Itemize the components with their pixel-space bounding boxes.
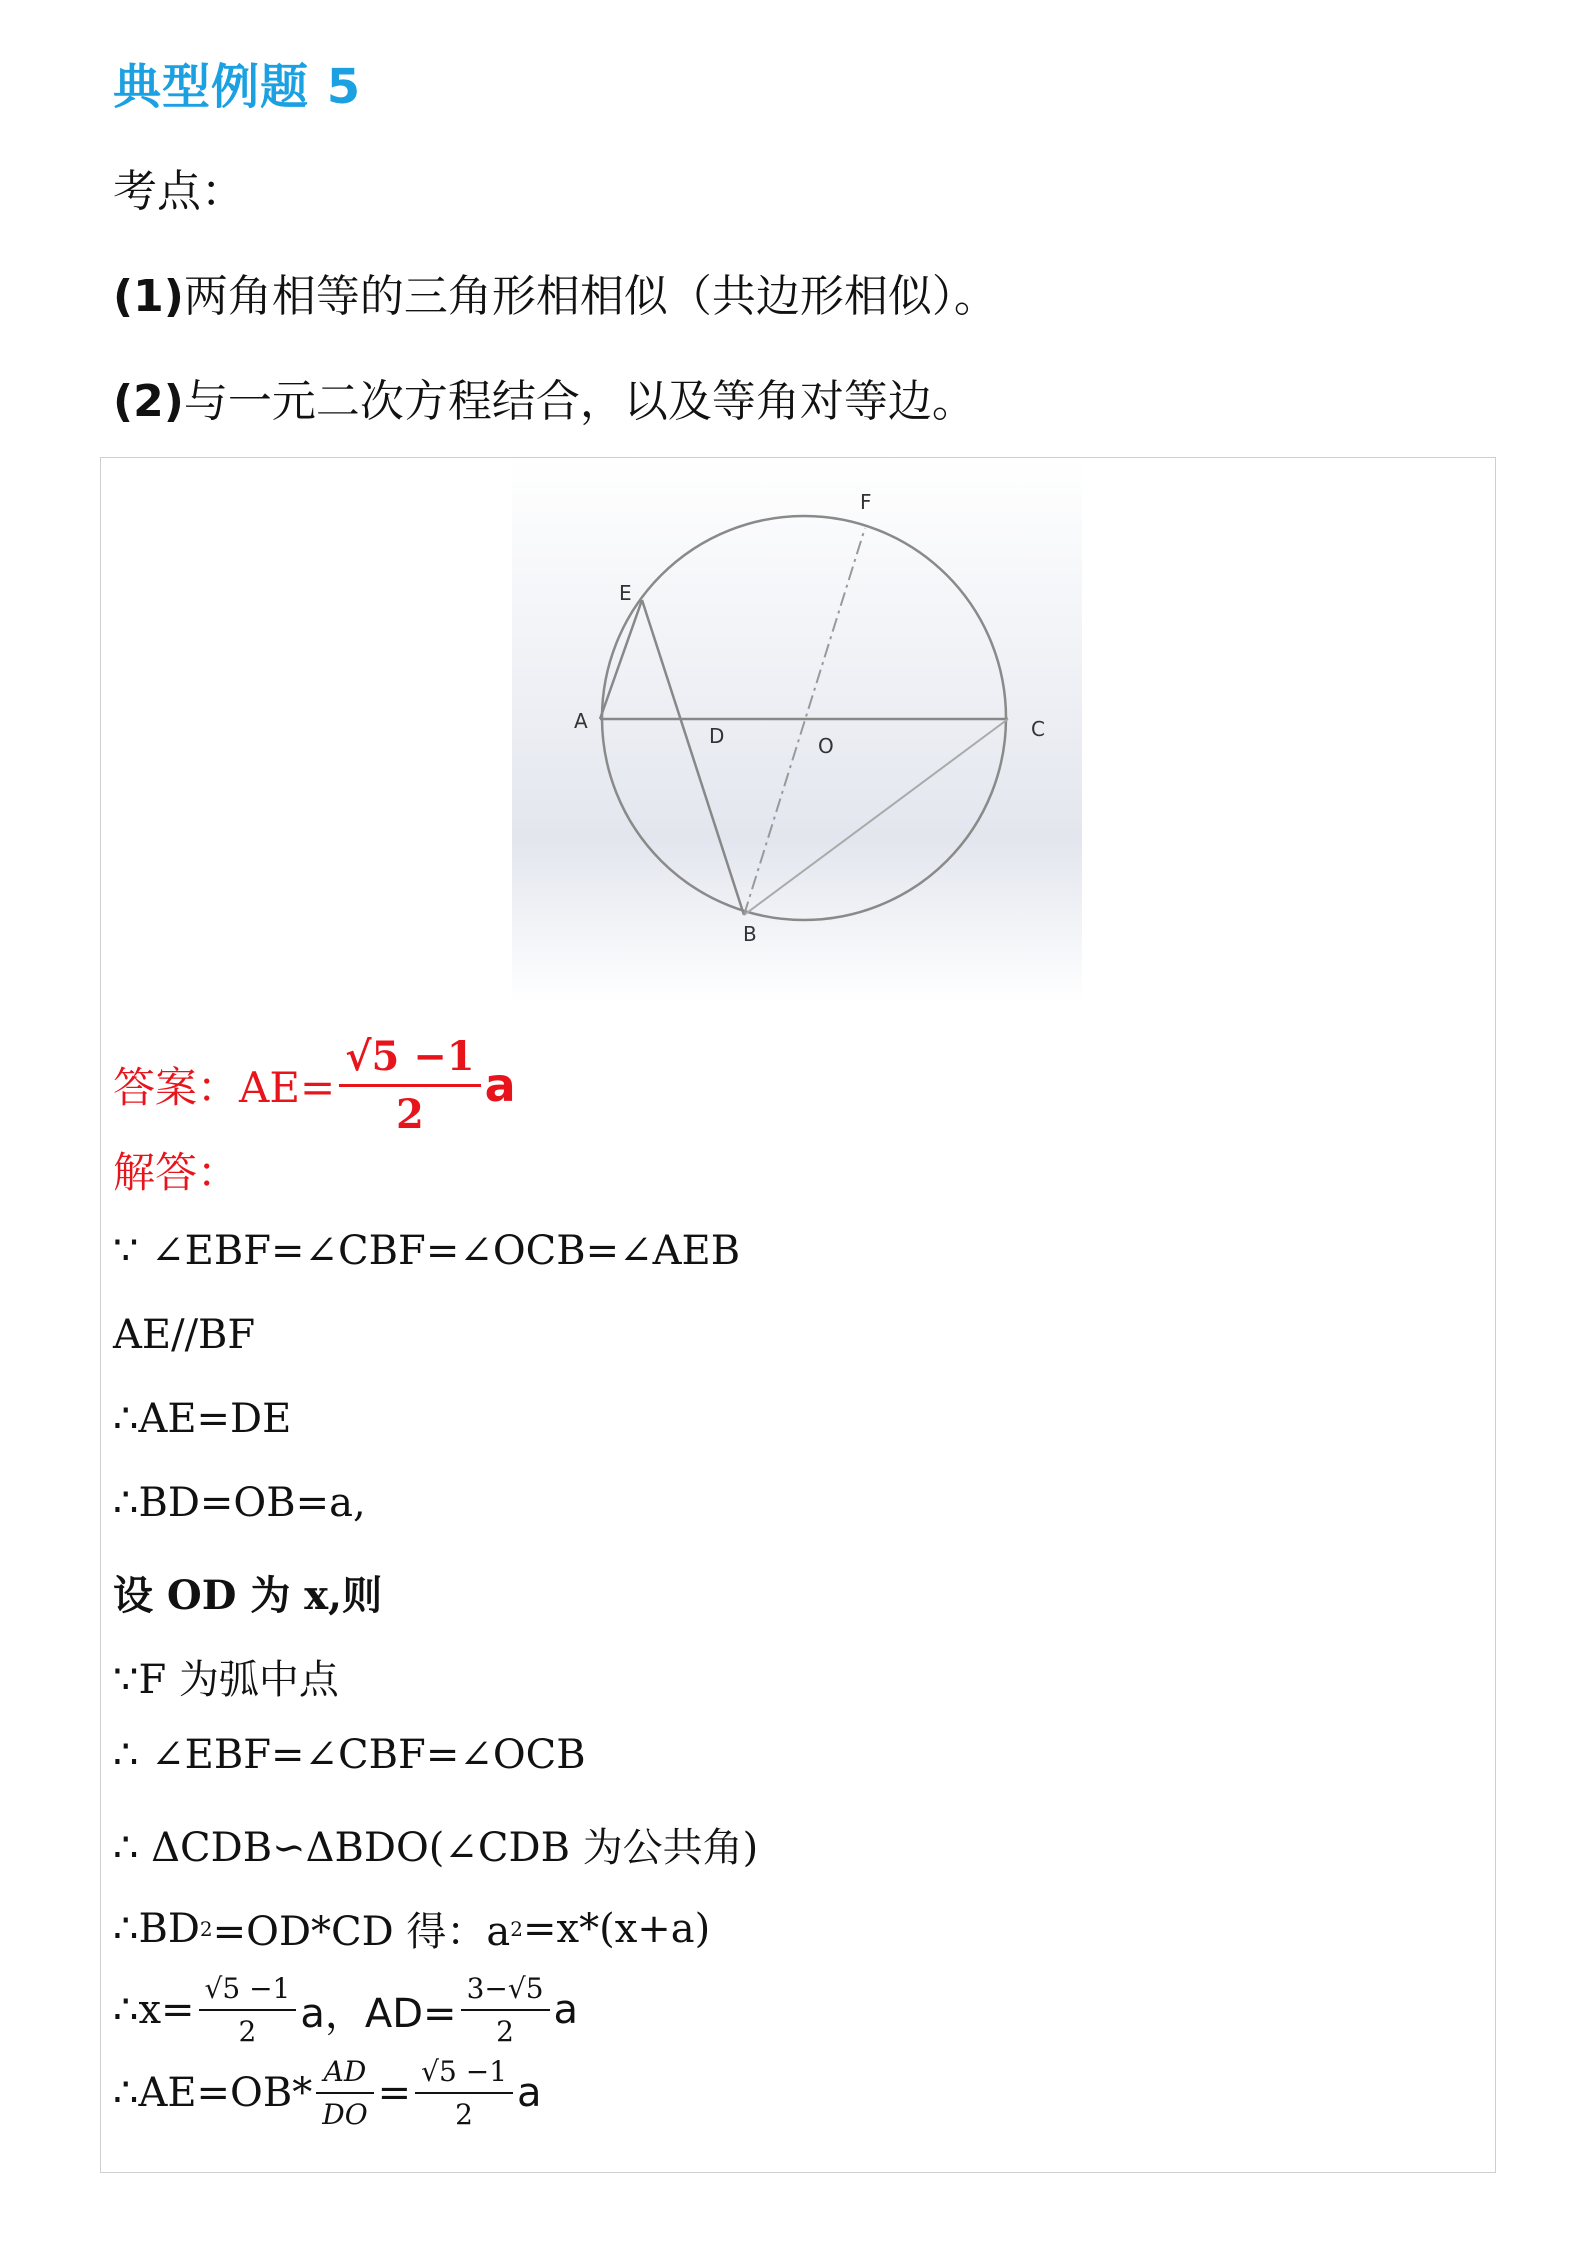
solution-line-7: ∴ ∠EBF=∠CBF=∠OCB — [113, 1732, 586, 1778]
eq2-fraction-x — [199, 1972, 297, 2048]
answer — [113, 1030, 516, 1140]
eq2-numerator-1: √5 −1 — [204, 1972, 291, 2005]
eq2-numerator-2: 3−√5 — [466, 1972, 544, 2005]
solution-label: 解答： — [113, 1148, 240, 1197]
point-label-o: O — [818, 734, 834, 758]
kaodian-item-text: 两角相等的三角形相相似（共边形相似）。 — [183, 271, 998, 322]
example-title: 典型例题 5 — [113, 59, 362, 115]
eq1-prefix: ∴BD — [113, 1905, 200, 1952]
solution-line-1: ∵ ∠EBF=∠CBF=∠OCB=∠AEB — [113, 1228, 741, 1274]
answer-label: 答案：AE= — [113, 1063, 336, 1112]
eq2-middle: a，AD= — [300, 1990, 457, 2037]
eq3-prefix: ∴AE=OB* — [113, 2070, 313, 2116]
eq1-middle: =OD*CD 得：a — [212, 1909, 511, 1955]
eq2-denominator-2: 2 — [461, 2009, 550, 2048]
kaodian-item-number: (1) — [113, 271, 184, 322]
eq3-equals: = — [377, 2070, 412, 2116]
eq3-suffix: a — [517, 2070, 542, 2116]
solution-line-3: ∴AE=DE — [113, 1396, 292, 1442]
geometry-diagram — [512, 458, 1082, 1003]
eq1-tail: =x*(x+a) — [523, 1905, 711, 1952]
eq3-denominator-2: 2 — [415, 2092, 513, 2131]
answer-suffix: a — [484, 1058, 516, 1112]
point-label-c: C — [1031, 717, 1045, 741]
solution-line-8: ∴ ΔCDB∽ΔBDO(∠CDB 为公共角) — [113, 1825, 759, 1871]
eq3-numerator-1: AD — [323, 2055, 367, 2088]
solution-equation-2 — [113, 1972, 578, 2048]
kaodian-item-text: 与一元二次方程结合，以及等角对等边。 — [183, 376, 976, 427]
eq2-fraction-ad — [461, 1972, 550, 2048]
kaodian-label: 考点： — [113, 166, 245, 217]
kaodian-item-number: (2) — [113, 376, 184, 427]
point-label-f: F — [860, 490, 872, 514]
solution-equation-3 — [113, 2055, 542, 2131]
solution-line-4: ∴BD=OB=a, — [113, 1480, 366, 1526]
answer-denominator: 2 — [339, 1084, 480, 1138]
diagram-background — [512, 458, 1082, 1003]
solution-line-2: AE//BF — [113, 1312, 256, 1358]
eq2-denominator-1: 2 — [199, 2009, 297, 2048]
point-label-e: E — [619, 581, 632, 605]
eq3-denominator-1: DO — [316, 2092, 373, 2131]
solution-line-5: 设 OD 为 x,则 — [113, 1572, 383, 1619]
point-label-b: B — [743, 922, 757, 946]
point-label-d: D — [709, 724, 725, 748]
answer-numerator: √5 −1 — [345, 1032, 475, 1080]
eq3-numerator-2: √5 −1 — [421, 2055, 508, 2088]
kaodian-item-1 — [113, 260, 998, 324]
point-label-a: A — [574, 709, 588, 733]
solution-equation-1: ∴BD 2 =OD*CD 得：a 2 =x*(x+a) — [113, 1900, 710, 1957]
eq2-prefix: ∴x= — [113, 1987, 195, 2033]
kaodian-item-2 — [113, 365, 976, 429]
eq3-fraction-result — [415, 2055, 513, 2131]
eq3-fraction-ad-do — [316, 2055, 373, 2131]
answer-fraction — [339, 1033, 480, 1138]
eq2-suffix: a — [553, 1987, 579, 2033]
solution-line-6: ∵F 为弧中点 — [113, 1657, 339, 1703]
